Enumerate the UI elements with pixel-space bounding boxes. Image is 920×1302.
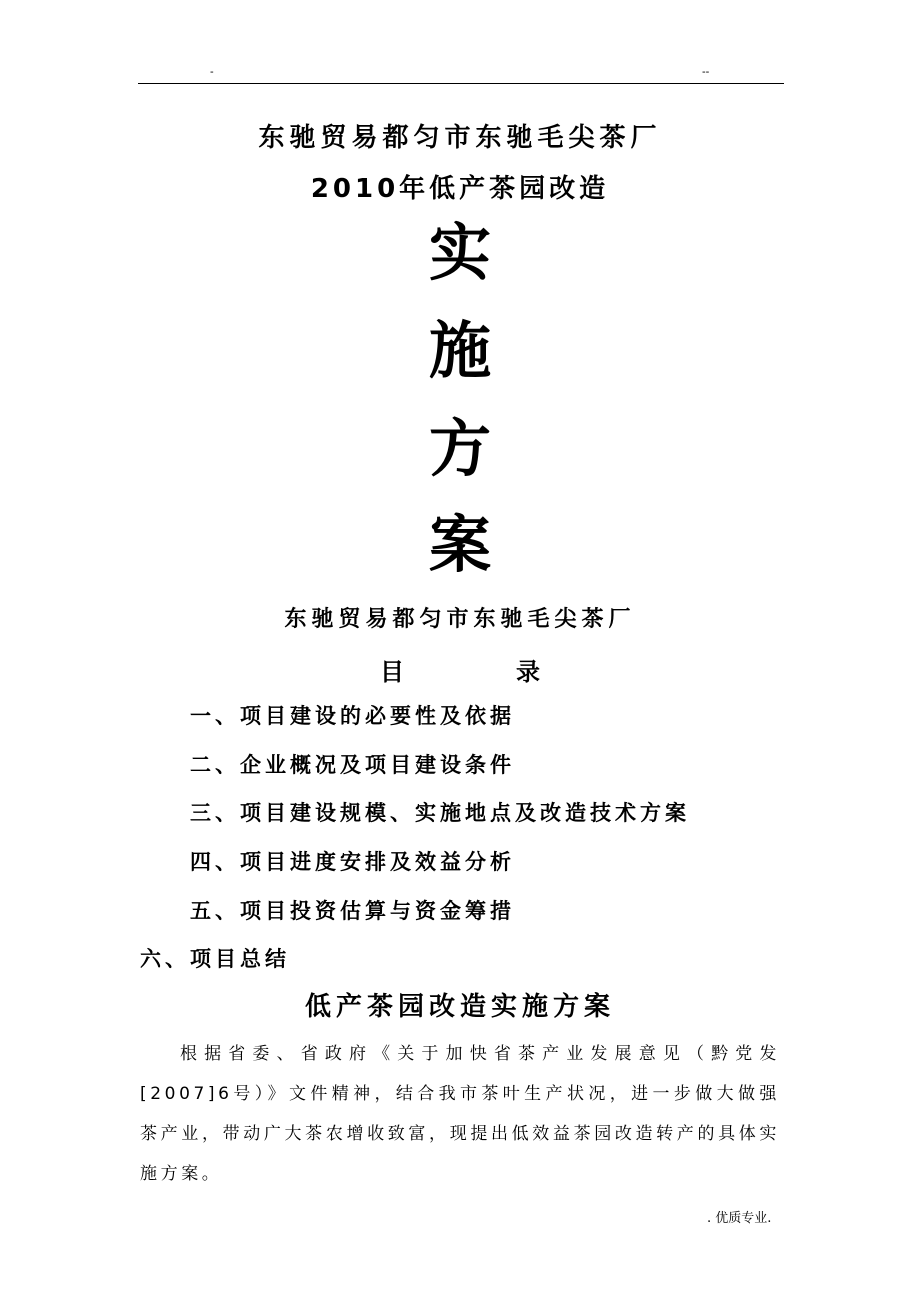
cover-big-char-3: 方 bbox=[428, 412, 491, 485]
cover-title-line2: 2010年低产茶园改造 bbox=[310, 174, 610, 204]
section-heading: 低产茶园改造实施方案 bbox=[304, 992, 615, 1022]
header-right-mark: -- bbox=[702, 66, 710, 78]
toc-item-2[interactable]: 二、企业概况及项目建设条件 bbox=[190, 753, 515, 777]
body-paragraph: 根据省委、省政府《关于加快省茶产业发展意见（黔党发[2007]6号）》文件精神，结合我市茶叶生产状况，进一步做大做强茶产业，带动广大茶农增收致富，现提出低效益茶园改造转产的具体实施方案。 bbox=[140, 1044, 780, 1184]
cover-big-char-2: 施 bbox=[428, 314, 491, 387]
toc-item-4[interactable]: 四、项目进度安排及效益分析 bbox=[190, 850, 515, 874]
toc-item-3[interactable]: 三、项目建设规模、实施地点及改造技术方案 bbox=[190, 801, 690, 825]
page-footer: . 优质专业. bbox=[707, 1211, 772, 1226]
cover-big-char-4: 案 bbox=[428, 508, 491, 581]
cover-big-char-1: 实 bbox=[428, 216, 491, 289]
toc-title-left: 目 bbox=[380, 658, 404, 686]
toc-item-6[interactable]: 六、项目总结 bbox=[140, 947, 290, 971]
toc-title-right: 录 bbox=[516, 658, 540, 686]
header-left-mark: - bbox=[210, 66, 214, 78]
toc-item-1[interactable]: 一、项目建设的必要性及依据 bbox=[190, 704, 515, 728]
cover-title-line1: 东驰贸易都匀市东驰毛尖茶厂 bbox=[258, 123, 662, 153]
toc-item-5[interactable]: 五、项目投资估算与资金筹措 bbox=[190, 899, 515, 923]
header-rule bbox=[138, 83, 784, 84]
cover-organization: 东驰贸易都匀市东驰毛尖茶厂 bbox=[284, 607, 636, 632]
